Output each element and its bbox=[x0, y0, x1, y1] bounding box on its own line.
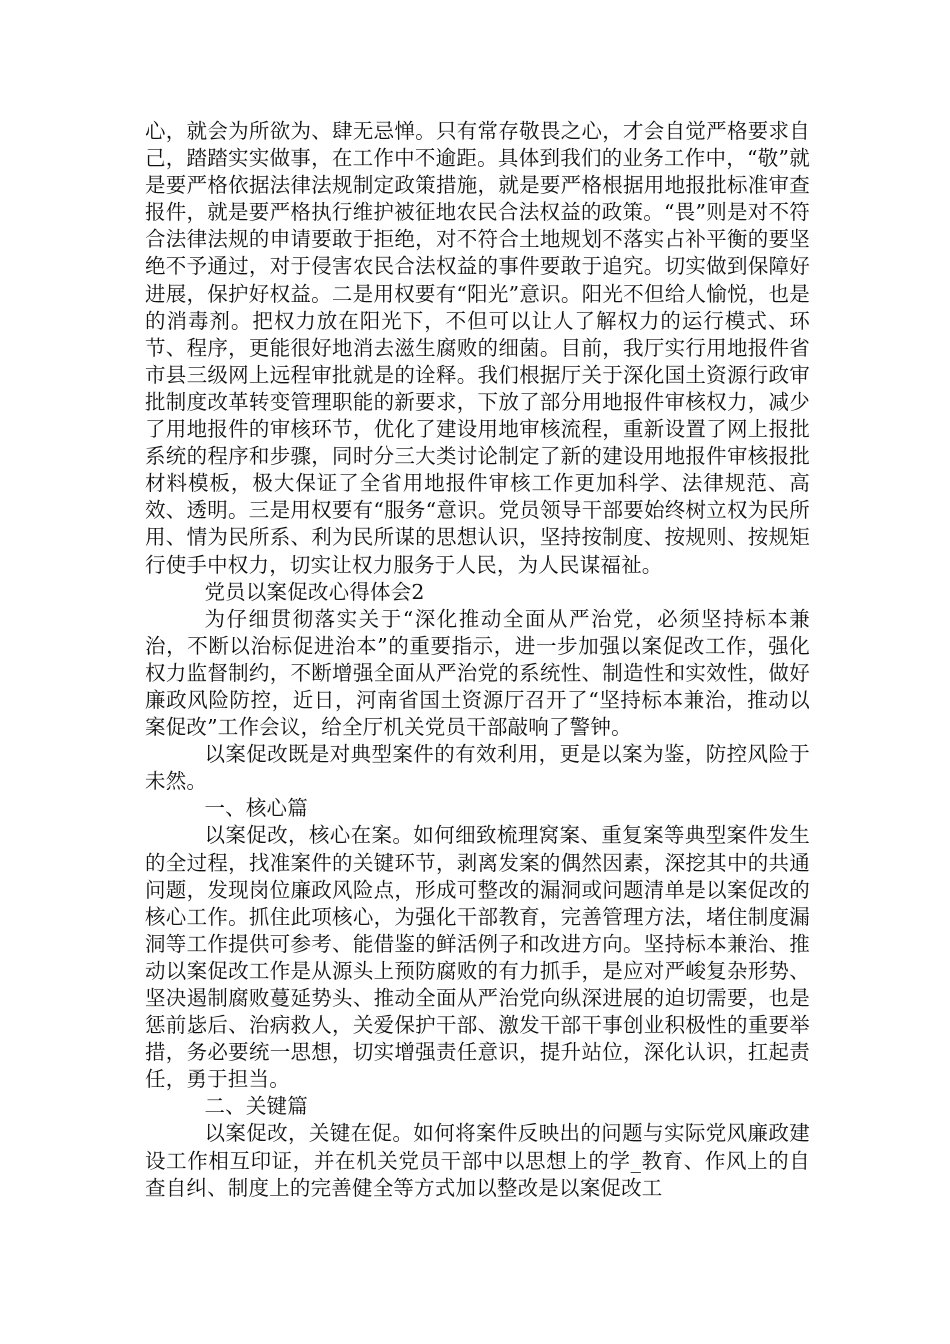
body-paragraph-3: 以案促改既是对典型案件的有效利用，更是以案为鉴，防控风险于未然。 bbox=[145, 742, 810, 794]
document-page bbox=[145, 118, 810, 1202]
body-paragraph-2: 为仔细贯彻落实关于“深化推动全面从严治党，必须坚持标本兼治，不断以治标促进治本”的重要指示，进一步加强以案促改工作，强化权力监督制约，不断增强全面从严治党的系统性、制造性和实效性，做好廉政风险防控，近日，河南省国土资源厅召开了“坚持标本兼治，推动以案促改”工作会议，给全厅机关党员干部敲响了警钟。 bbox=[145, 606, 810, 740]
section-heading-key: 二、关键篇 bbox=[204, 1094, 308, 1119]
body-paragraph-1: 心，就会为所欲为、肆无忌惮。只有常存敬畏之心，才会自觉严格要求自己，踏踏实实做事，在工作中不逾距。具体到我们的业务工作中，“敬”就是要严格依据法律法规制定政策措施，就是要严格根据用地报批标准审查报件，就是要严格执行维护被征地农民合法权益的政策。“畏”则是对不符合法律法规的申请要敢于拒绝，对不符合土地规划不落实占补平衡的要坚绝不予通过，对于侵害农民合法权益的事件要敢于追究。切实做到保障好进展，保护好权益。二是用权要有“阳光”意识。阳光不但给人愉悦，也是的消毒剂。把权力放在阳光下，不但可以让人了解权力的运行模式、环节、程序，更能很好地消去滋生腐败的细菌。目前，我厅实行用地报件省市县三级网上远程审批就是的诠释。我们根据厅关于深化国土资源行政审批制度改革转变管理职能的新要求，下放了部分用地报件审核权力，减少了用地报件的审核环节，优化了建设用地审核流程，重新设置了网上报批系统的程序和步骤，同时分三大类讨论制定了新的建设用地报件审核报批材料模板，极大保证了全省用地报件审核工作更加科学、法律规范、高效、透明。三是用权要有“服务“意识。党员领导干部要始终树立权为民所用、情为民所系、利为民所谋的思想认识，坚持按制度、按规则、按规矩行使手中权力，切实让权力服务于人民，为人民谋福祉。 bbox=[145, 119, 810, 577]
body-paragraph-4: 以案促改，核心在案。如何细致梳理窝案、重复案等典型案件发生的全过程，找准案件的关键环节，剥离发案的偶然因素，深挖其中的共通问题，发现岗位廉政风险点，形成可整改的漏洞或问题清单是以案促改的核心工作。抓住此项核心，为强化干部教育，完善管理方法，堵住制度漏洞等工作提供可参考、能借鉴的鲜活例子和改进方向。坚持标本兼治、推动以案促改工作是从源头上预防腐败的有力抓手，是应对严峻复杂形势、坚决遏制腐败蔓延势头、推动全面从严治党向纵深进展的迫切需要，也是惩前毖后、治病救人，关爱保护干部、激发干部干事创业积极性的重要举措，务必要统一思想，切实增强责任意识，提升站位，深化认识，扛起责任，勇于担当。 bbox=[145, 823, 810, 1092]
body-paragraph-5: 以案促改，关键在促。如何将案件反映出的问题与实际党风廉政建设工作相互印证，并在机关党员干部中以思想上的学_教育、作风上的自查自纠、制度上的完善健全等方式加以整改是以案促改工 bbox=[145, 1121, 810, 1200]
section-heading-core: 一、核心篇 bbox=[204, 796, 308, 821]
section-title-2: 党员以案促改心得体会2 bbox=[204, 579, 425, 604]
